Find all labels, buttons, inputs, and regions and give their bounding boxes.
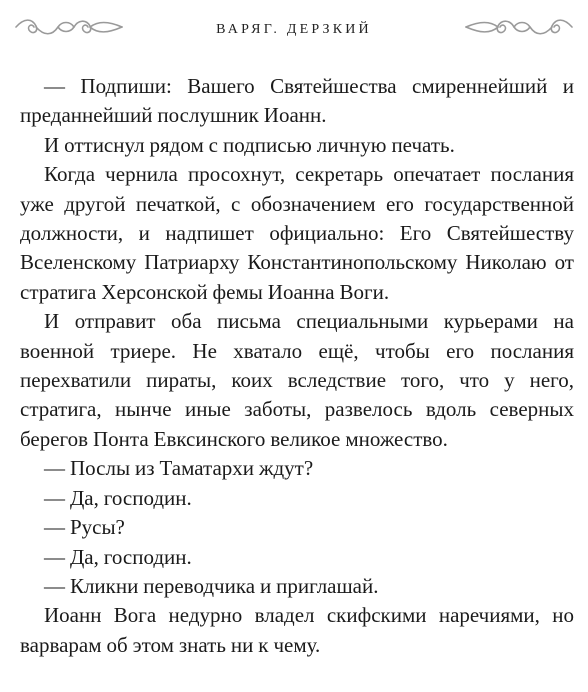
paragraph: — Да, господин. <box>44 485 192 510</box>
paragraph: — Кликни переводчика и приглашай. <box>44 573 379 598</box>
page-header <box>0 8 588 48</box>
paragraph: Иоанн Вога недурно владел скифскими наречиями, но варварам об этом знать ни к чему. <box>20 603 574 657</box>
flourish-ornament-icon <box>464 14 574 40</box>
paragraph: — Подпиши: Вашего Святейшества смиреннейший и преданнейший послушник Иоанн. <box>20 74 574 128</box>
paragraph: — Да, господин. <box>44 544 192 569</box>
paragraph: И отправит оба письма специальными курьерами на военной триере. Не хватало ещё, чтобы его послания перехватили пираты, коих вследствие того, что у него, стратига, нынче иные заботы, развелось вдоль северных берегов Понта Евксинского великое множество. <box>20 309 574 451</box>
running-head: ВАРЯГ. ДЕРЗКИЙ <box>216 22 372 37</box>
paragraph: — Русы? <box>44 515 125 540</box>
paragraph: — Послы из Таматархи ждут? <box>44 456 314 481</box>
paragraph: И оттиснул рядом с подписью личную печать. <box>44 132 455 157</box>
body-text <box>20 72 574 660</box>
paragraph: Когда чернила просохнут, секретарь опечатает послания уже другой печаткой, с обозначением его государственной должности, и надпишет официально: Его Святейшеству Вселенскому Патриарху Константинопольскому Николаю от стратига Херсонской фемы Иоанна Воги. <box>20 162 574 304</box>
